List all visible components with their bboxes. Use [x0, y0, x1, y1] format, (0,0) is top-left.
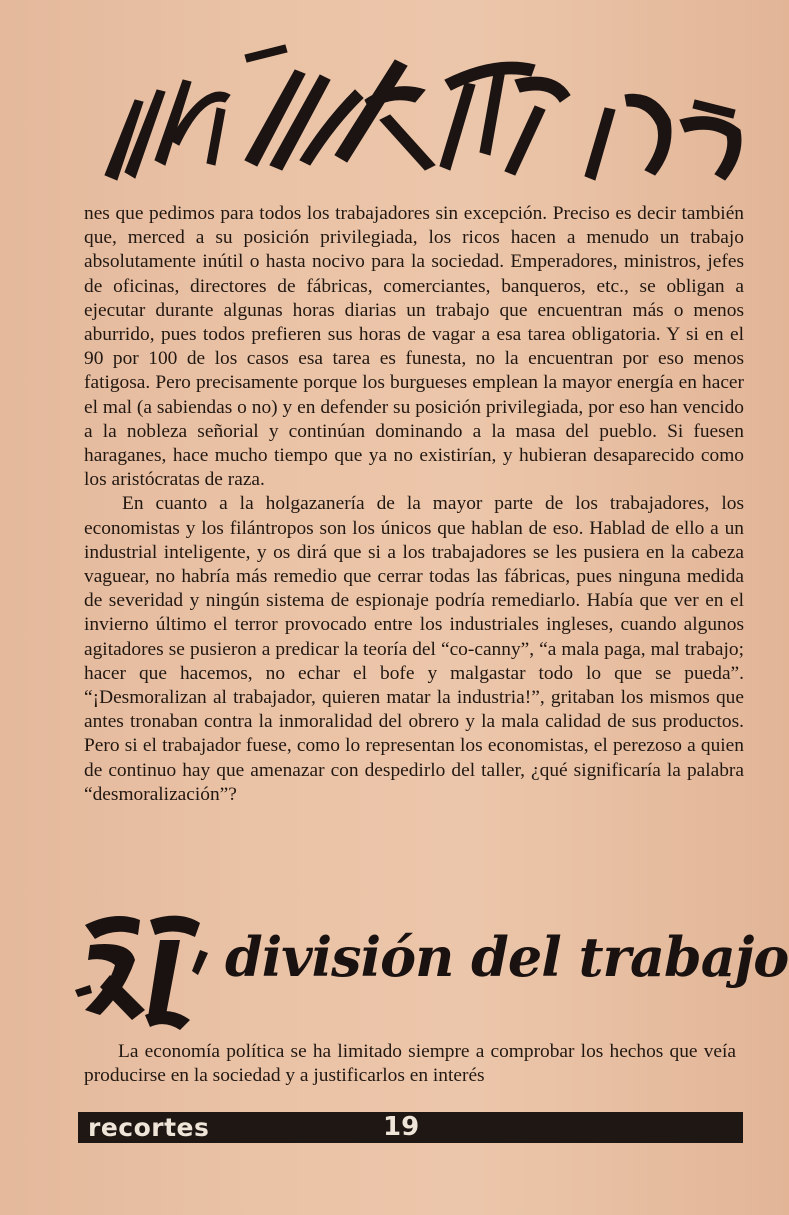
- section-paragraph: La economía política se ha limitado siempre a comprobar los hechos que veía producirse en la sociedad y a justificarlos en interés: [84, 1041, 736, 1087]
- footer-bar: [78, 1112, 743, 1143]
- handwritten-scrawl-graphic-icon: [95, 40, 765, 190]
- body-paragraph-2: En cuanto a la holgazanería de la mayor parte de los trabajadores, los economistas y los filántropos son los únicos que hablan de eso. Hablad de ello a un industrial inteligente, y os dirá que si a los trabajadores se les pusiera en la cabeza vaguear, no habría más remedio que cerrar todas las fábricas, pues ninguna medida de severidad y ningún sistema de espionaje podría remediarlo. Había que ver en el invierno último el terror provocado entre los industriales ingleses, cuando algunos agitadores se pusieron a predicar la teoría del “co-canny”, “a mala paga, mal trabajo; hacer que hacemos, no echar el bofe y malgastar todo lo que se pueda”. “¡Desmoralizan al trabajador, quieren matar la industria!”, gritaban los mismos que antes tronaban contra la inmoralidad del obrero y la mala calidad de sus productos. Pero si el trabajador fuese, como lo representan los economistas, el perezoso a quien de continuo hay que amenazar con despedirlo del taller, ¿qué significaría la palabra “desmoralización”?: [84, 493, 744, 805]
- page-number: 19: [383, 1112, 420, 1142]
- section-title: división del trabajo: [225, 925, 789, 989]
- body-paragraph-1: nes que pedimos para todos los trabajadores sin excepción. Preciso es decir también que, merced a su posición privilegiada, los ricos hacen a menudo un trabajo absolutamente inútil o hasta nocivo para la sociedad. Emperadores, ministros, jefes de oficinas, directores de fábricas, comerciantes, banqueros, etc., se obligan a ejecutar durante algunas horas diarias un trabajo que encuentran más o menos aburrido, pues todos prefieren sus horas de vagar a esa tarea obligatoria. Y si en el 90 por 100 de los casos esa tarea es funesta, no la encuentran por eso menos fatigosa. Pero precisamente porque los burgueses emplean la mayor energía en hacer el mal (a sabiendas o no) y en defender su posición privilegiada, por eso han vencido a la nobleza señorial y continúan dominando a la masa del pueblo. Si fuesen haraganes, hace mucho tiempo que ya no existirían, y hubieran desaparecido como los aristócratas de raza.: [84, 203, 744, 491]
- article-body: [84, 202, 744, 807]
- section-body: [84, 1040, 736, 1088]
- roman-numeral-XI-brush-glyph-icon: [70, 905, 220, 1040]
- magazine-name: recortes: [88, 1113, 210, 1142]
- section-heading: [70, 905, 789, 1040]
